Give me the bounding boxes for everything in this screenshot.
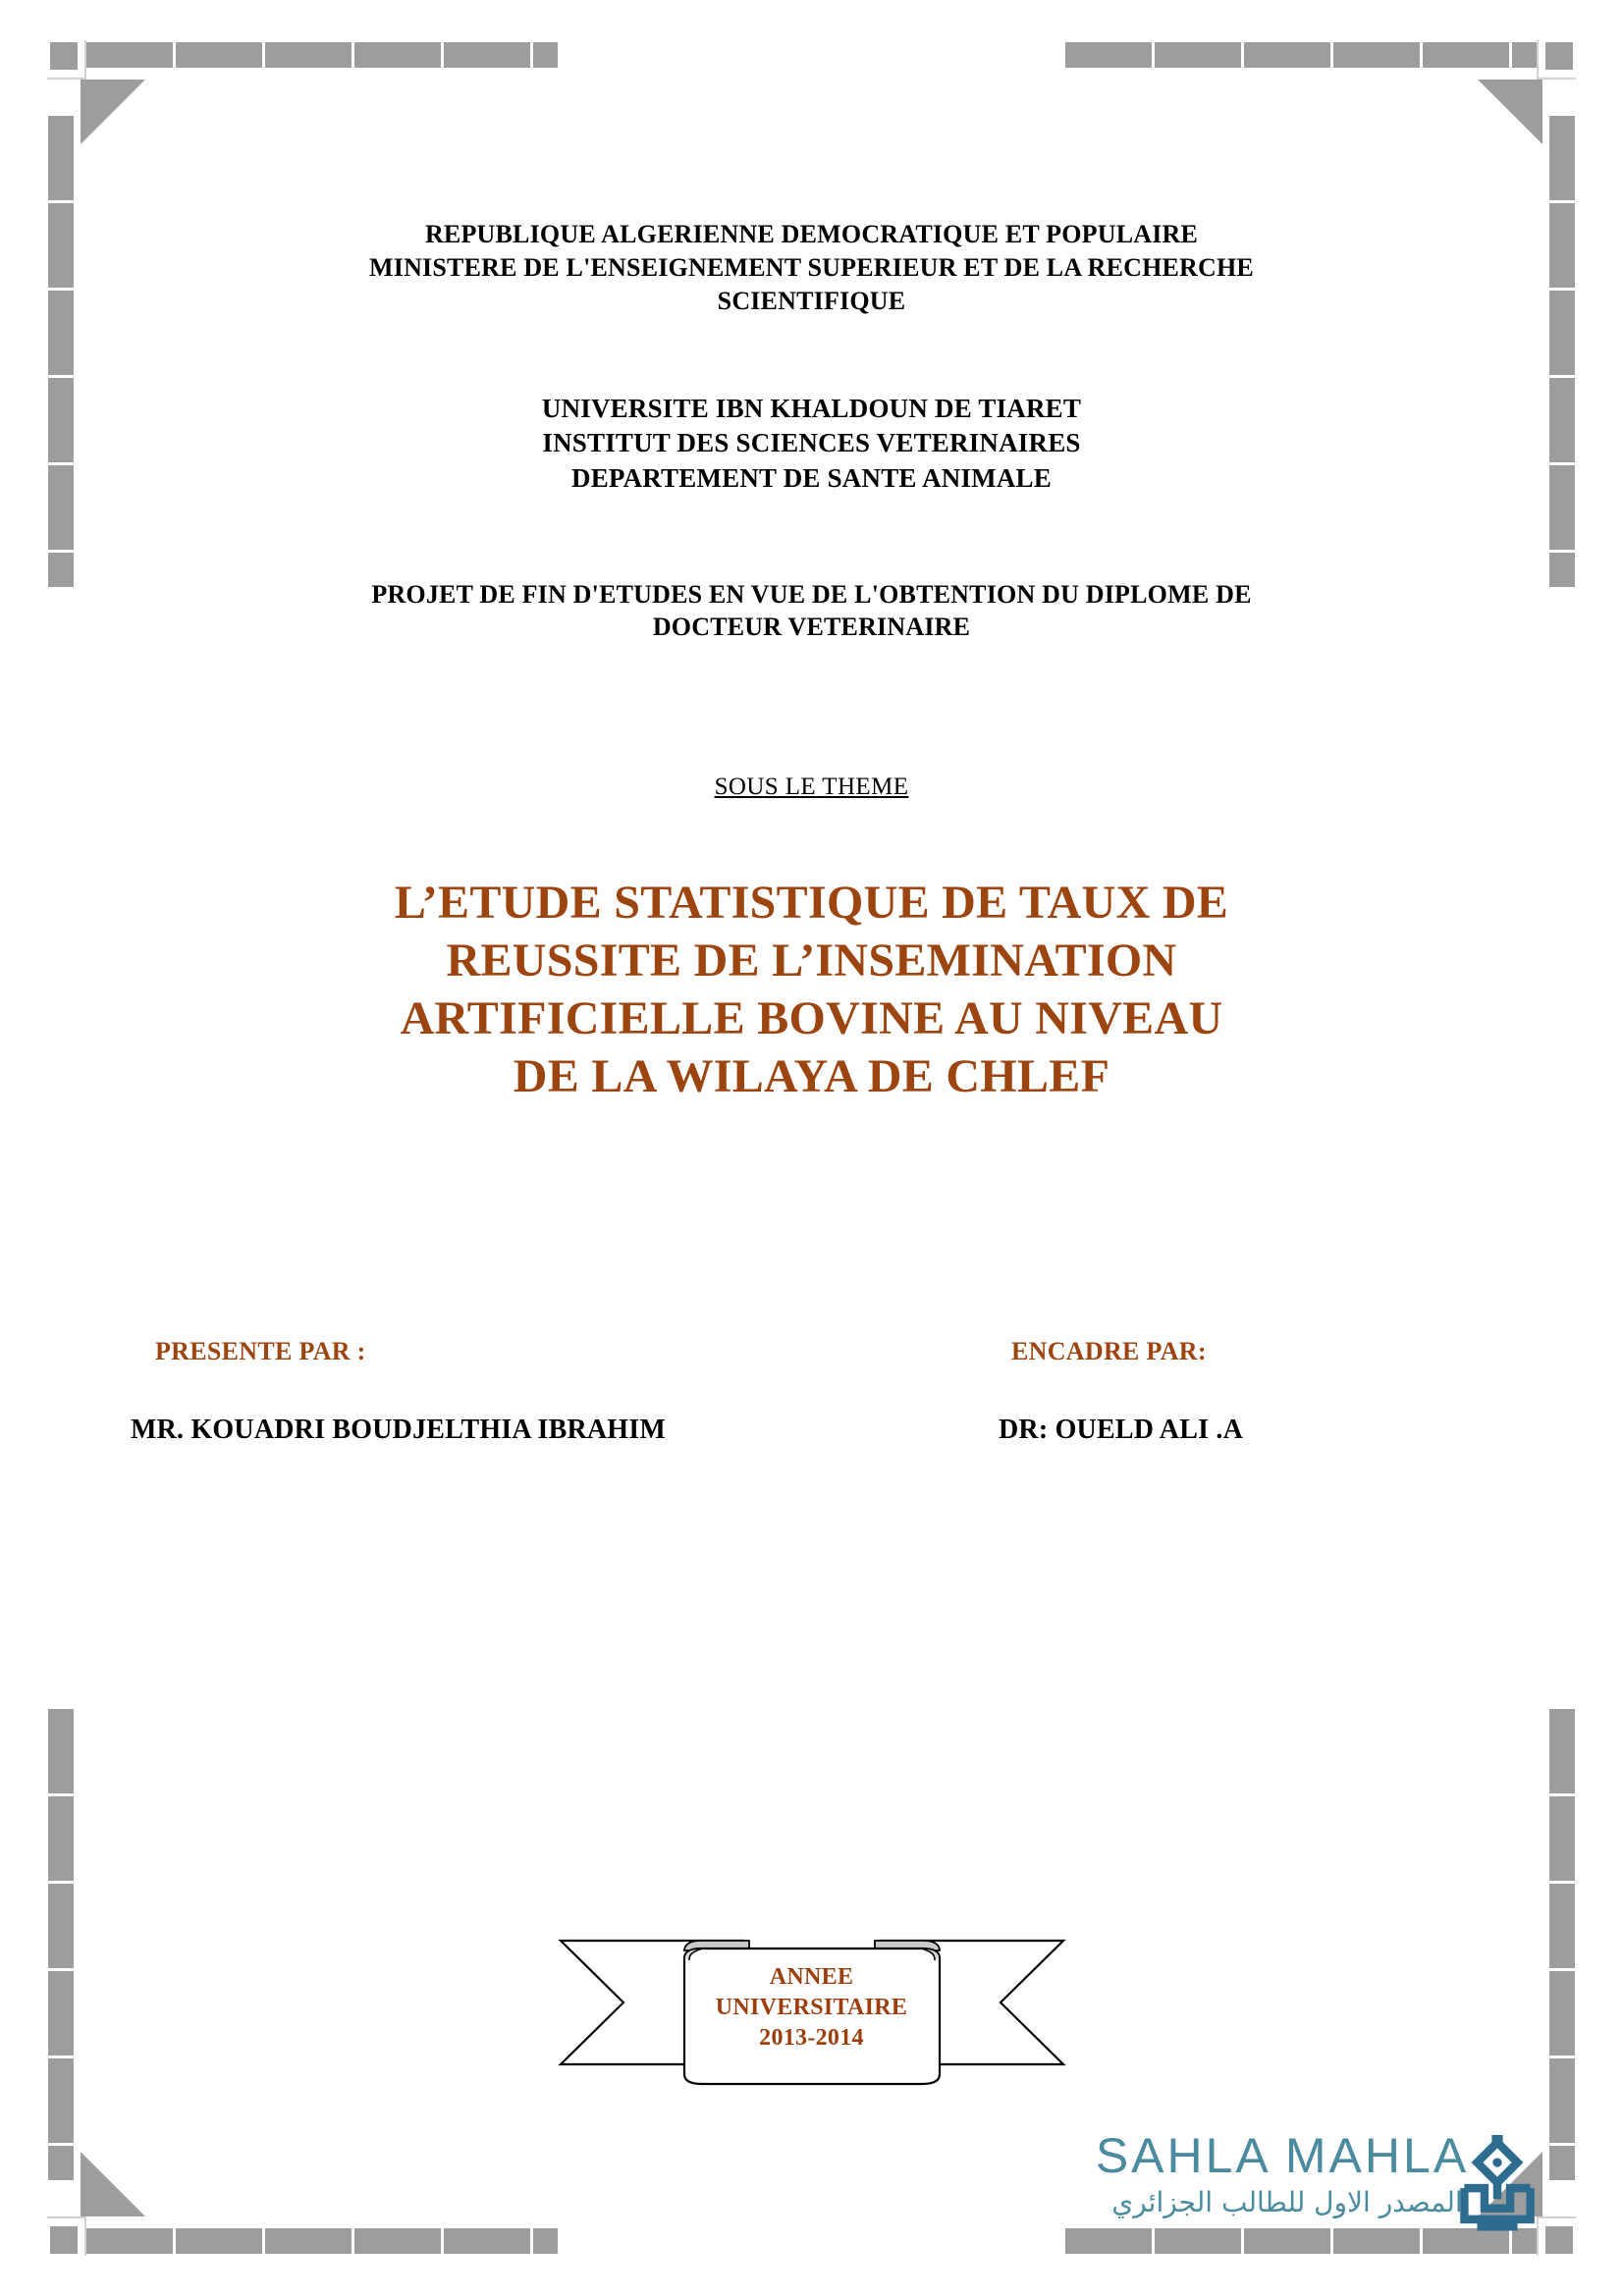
frame-bar-right-top [1549, 116, 1575, 587]
ministry-line-1: REPUBLIQUE ALGERIENNE DEMOCRATIQUE ET POPULAIRE [424, 220, 1199, 248]
thesis-title-line-2: REUSSITE DE L’INSEMINATION [446, 934, 1177, 988]
frame-hook-top-left [47, 40, 86, 80]
ribbon-line-3: 2013-2014 [759, 2025, 864, 2052]
presented-by-block [131, 1337, 667, 1446]
project-line-1: PROJET DE FIN D'ETUDES EN VUE DE L'OBTENTION DU DIPLOME DE [371, 579, 1252, 609]
ministry-line-2: MINISTERE DE L'ENSEIGNEMENT SUPERIEUR ET DE LA RECHERCHE [369, 252, 1254, 282]
department-name: DEPARTEMENT DE SANTE ANIMALE [571, 462, 1052, 493]
thesis-title [147, 874, 1476, 1105]
watermark-arabic-tagline: المصدر الاول للطالب الجزائري [1111, 2186, 1463, 2218]
academic-year-ribbon [557, 1919, 1067, 2091]
frame-triangle-top-right [1478, 80, 1542, 144]
ministry-header [147, 218, 1476, 317]
supervised-by-label: ENCADRE PAR: [1011, 1337, 1207, 1366]
ribbon-line-1: ANNEE [769, 1964, 854, 1990]
frame-bar-left-top [48, 116, 74, 587]
institute-name: INSTITUT DES SCIENCES VETERINAIRES [542, 428, 1081, 458]
frame-square-bottom-left [50, 2226, 78, 2254]
presented-by-label: PRESENTE PAR : [155, 1337, 366, 1366]
supervised-by-block [999, 1337, 1244, 1446]
ministry-line-3: SCIENTIFIQUE [717, 286, 906, 315]
ribbon-line-2: UNIVERSITAIRE [715, 1995, 908, 2021]
ribbon-text [557, 1962, 1067, 2055]
thesis-title-line-1: L’ETUDE STATISTIQUE DE TAUX DE [394, 877, 1229, 930]
kufic-logo-icon [1442, 2131, 1552, 2249]
sahla-mahla-watermark [1091, 2125, 1552, 2255]
frame-triangle-bottom-left [81, 2152, 145, 2216]
university-name: UNIVERSITE IBN KHALDOUN DE TIARET [541, 394, 1082, 424]
theme-label: SOUS LE THEME [714, 774, 909, 801]
watermark-brand-name: SAHLA MAHLA [1095, 2128, 1470, 2183]
presented-by-name: MR. KOUADRI BOUDJELTHIA IBRAHIM [131, 1415, 667, 1446]
supervised-by-name: DR: OUELD ALI .A [999, 1415, 1244, 1446]
frame-square-top-left [50, 42, 78, 70]
thesis-title-line-4: DE LA WILAYA DE CHLEF [513, 1050, 1110, 1103]
thesis-title-line-3: ARTIFICIELLE BOVINE AU NIVEAU [400, 992, 1223, 1045]
project-line-2: DOCTEUR VETERINAIRE [652, 613, 971, 642]
frame-hook-top-right [1537, 40, 1576, 80]
theme-label-wrapper [147, 774, 1476, 801]
project-statement [147, 578, 1476, 645]
frame-bar-right-bottom [1549, 1709, 1575, 2180]
frame-square-top-right [1545, 42, 1573, 70]
university-header [147, 392, 1476, 495]
frame-hook-bottom-left [47, 2216, 86, 2256]
frame-triangle-top-left [81, 80, 145, 144]
credits-section [131, 1337, 1476, 1484]
frame-bar-left-bottom [48, 1709, 74, 2180]
